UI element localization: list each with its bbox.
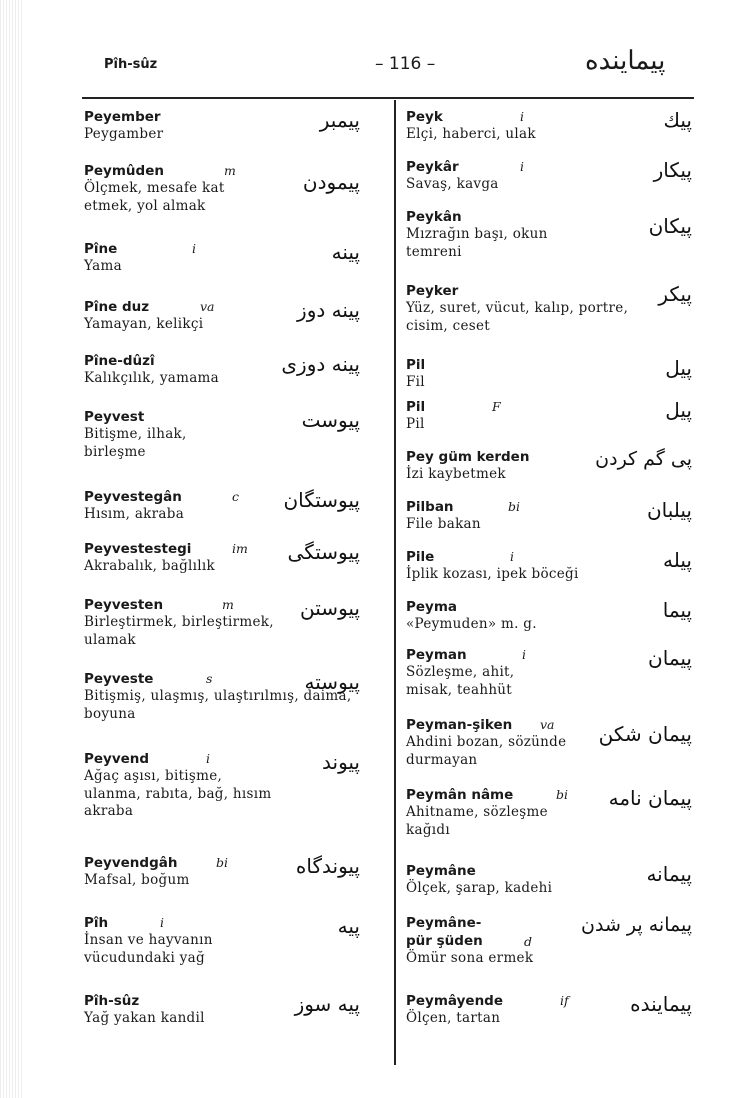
entry-abbr: d [524,934,533,949]
entry-headword: Pil [406,357,426,373]
entry-arabic: پيكر [658,282,692,306]
entry-abbr: s [206,671,213,686]
entry-abbr: m [222,597,234,612]
entry-definition: Kalıkçılık, yamama [84,370,220,386]
entry-arabic: پيما [662,598,692,622]
dictionary-entry [406,598,696,646]
entry-headword: Pîh-sûz [84,993,140,1009]
entry-definition: Yamayan, kelikçi [84,316,204,332]
entry-arabic: پيماينده [630,992,692,1016]
entry-headword: Peyman [406,647,467,663]
entry-arabic: پيلبان [646,498,692,522]
entry-headword: Peymân nâme [406,787,514,803]
entry-abbr: F [492,399,501,414]
entry-arabic: پينه [331,240,360,264]
entry-arabic: پيمانه [646,862,692,886]
entry-definition: «Peymuden» m. g. [406,616,537,632]
running-head-left: Pîh-sûz [104,57,158,72]
entry-abbr: i [510,549,514,564]
page-number: – 116 – [375,54,436,74]
entry-headword: Peykân [406,209,462,225]
entry-definition: Ahitname, sözleşme kağıdı [406,804,548,838]
entry-definition: Ömür sona ermek [406,950,534,966]
entry-definition: Fil [406,374,425,390]
entry-definition: Elçi, haberci, ulak [406,126,536,142]
entry-headword: Pil [406,399,426,415]
entry-headword: Pey güm kerden [406,449,530,465]
dictionary-entry [406,914,696,992]
entry-arabic: پيمودن [302,170,360,194]
entry-headword: Peykâr [406,159,459,175]
entry-arabic: پى گم كردن [595,448,692,470]
entry-definition: Yağ yakan kandil [84,1010,205,1026]
dictionary-entry [84,108,364,162]
entry-definition: Bitişmiş, ulaşmış, ulaştırılmış, daima, boyuna [84,688,352,722]
dictionary-entry [406,646,696,716]
dictionary-entry [406,282,696,356]
entry-arabic: پيك [663,108,692,132]
entry-headword: Peyveste [84,671,154,687]
entry-arabic: پيكار [653,158,692,182]
dictionary-entry [406,448,696,498]
entry-definition: Akrabalık, bağlılık [84,558,216,574]
entry-definition: Birleştirmek, birleştirmek, ulamak [84,614,274,648]
entry-definition: İnsan ve hayvanın vücudundaki yağ [84,932,213,966]
entry-headword: Peymâne [406,863,476,879]
entry-definition: İplik kozası, ipek böceği [406,566,579,582]
entry-headword: Pilban [406,499,454,515]
dictionary-entry [406,716,696,786]
dictionary-entry [84,750,364,854]
dictionary-entry [84,540,364,596]
dictionary-entry [84,298,364,352]
entry-abbr: bi [508,499,520,514]
dictionary-entry [84,992,364,1036]
entry-headword: Pîh [84,915,109,931]
entry-arabic: پيمبر [319,108,360,132]
entry-arabic: پيمان نامه [608,786,692,810]
entry-abbr: i [206,751,210,766]
entry-abbr: if [560,993,569,1008]
entry-headword: Peyvend [84,751,150,767]
entry-abbr: im [232,541,248,556]
entry-headword: Peyman-şiken [406,717,513,733]
entry-arabic: پيمان [648,646,692,670]
entry-definition: Mafsal, boğum [84,872,190,888]
entry-definition: Savaş, kavga [406,176,499,192]
dictionary-entry [84,162,364,240]
entry-definition: Mızrağın başı, okun temreni [406,226,548,260]
entry-headword: Peymâne-pür şüden [406,915,483,949]
entry-arabic: پيه [337,914,360,938]
entry-definition: Yüz, suret, vücut, kalıp, portre, cisim, ceset [406,300,629,334]
dictionary-entry [84,596,364,670]
dictionary-entry [84,670,364,750]
entry-headword: Peyvesten [84,597,164,613]
dictionary-entry [406,498,696,548]
entry-arabic: پيوند [322,750,360,774]
right-column [406,108,696,1036]
entry-headword: Peyember [84,109,161,125]
dictionary-entry [84,854,364,914]
entry-arabic: پيمان شكن [598,722,692,746]
entry-arabic: پيه سوز [294,992,360,1016]
entry-arabic: پيوستگى [287,540,360,564]
dictionary-entry [406,786,696,862]
dictionary-entry [406,862,696,914]
dictionary-entry [84,914,364,992]
header-rule [82,97,694,99]
entry-definition: Ağaç aşısı, bitişme, ulanma, rabıta, bağ, hısım akraba [84,768,272,819]
dictionary-entry [406,356,696,398]
entry-definition: Hısım, akraba [84,506,185,522]
entry-headword: Pîne-dûzî [84,353,155,369]
entry-headword: Peyvestegân [84,489,182,505]
entry-headword: Pîne duz [84,299,150,315]
entry-arabic: پيوست [301,408,360,432]
entry-abbr: i [192,241,196,256]
entry-definition: Ölçen, tartan [406,1010,501,1026]
entry-abbr: i [520,159,524,174]
entry-headword: Pile [406,549,435,565]
entry-definition: Yama [84,258,122,274]
entry-headword: Peyvendgâh [84,855,178,871]
entry-arabic: پيوندگاه [295,854,360,878]
entry-headword: Peyker [406,283,459,299]
entry-headword: Peyma [406,599,458,615]
entry-arabic: پيله [663,548,692,572]
entry-headword: Pîne [84,241,118,257]
dictionary-entry [84,352,364,408]
entry-headword: Peyk [406,109,443,125]
dictionary-entry [84,240,364,298]
entry-definition: Ölçek, şarap, kadehi [406,880,553,896]
dictionary-entry [406,158,696,208]
entry-abbr: va [540,717,555,732]
entry-headword: Peymâyende [406,993,503,1009]
column-divider [394,100,396,1065]
entry-definition: Sözleşme, ahit, misak, teahhüt [406,664,515,698]
dictionary-entry [406,548,696,598]
entry-headword: Peymûden [84,163,164,179]
entry-abbr: bi [216,855,228,870]
entry-arabic: پيل [665,398,692,422]
dictionary-entry [406,992,696,1036]
entry-arabic: پيل [665,356,692,380]
entry-arabic: پينه دوزى [281,352,360,376]
entry-abbr: i [522,647,526,662]
running-head-right-arabic: پيماينده [585,46,666,76]
entry-arabic: پيمانه پر شدن [581,914,692,936]
entry-arabic: پيكان [648,214,692,238]
entry-definition: Ahdini bozan, sözünde durmayan [406,734,567,768]
entry-abbr: i [160,915,164,930]
entry-headword: Peyvest [84,409,145,425]
entry-abbr: va [200,299,215,314]
entry-definition: Bitişme, ilhak, birleşme [84,426,187,460]
entry-abbr: c [232,489,240,504]
dictionary-entry [84,408,364,488]
entry-headword: Peyvestestegi [84,541,192,557]
entry-abbr: m [224,163,236,178]
entry-definition: File bakan [406,516,481,532]
dictionary-entry [406,398,696,448]
entry-arabic: پيوستگان [283,488,360,512]
dictionary-entry [406,208,696,282]
page-edge-scan [0,0,22,1098]
entry-arabic: پيوستن [300,596,360,620]
dictionary-entry [84,488,364,540]
entry-definition: Peygamber [84,126,164,142]
entry-definition: Pil [406,416,425,432]
entry-definition: İzi kaybetmek [406,466,506,482]
entry-definition: Ölçmek, mesafe kat etmek, yol almak [84,180,225,214]
entry-abbr: i [520,109,524,124]
entry-arabic: پينه دوز [297,298,360,322]
left-column [84,108,364,1036]
dictionary-entry [406,108,696,158]
entry-abbr: bi [556,787,568,802]
entry-arabic: پيوسته [304,670,360,694]
